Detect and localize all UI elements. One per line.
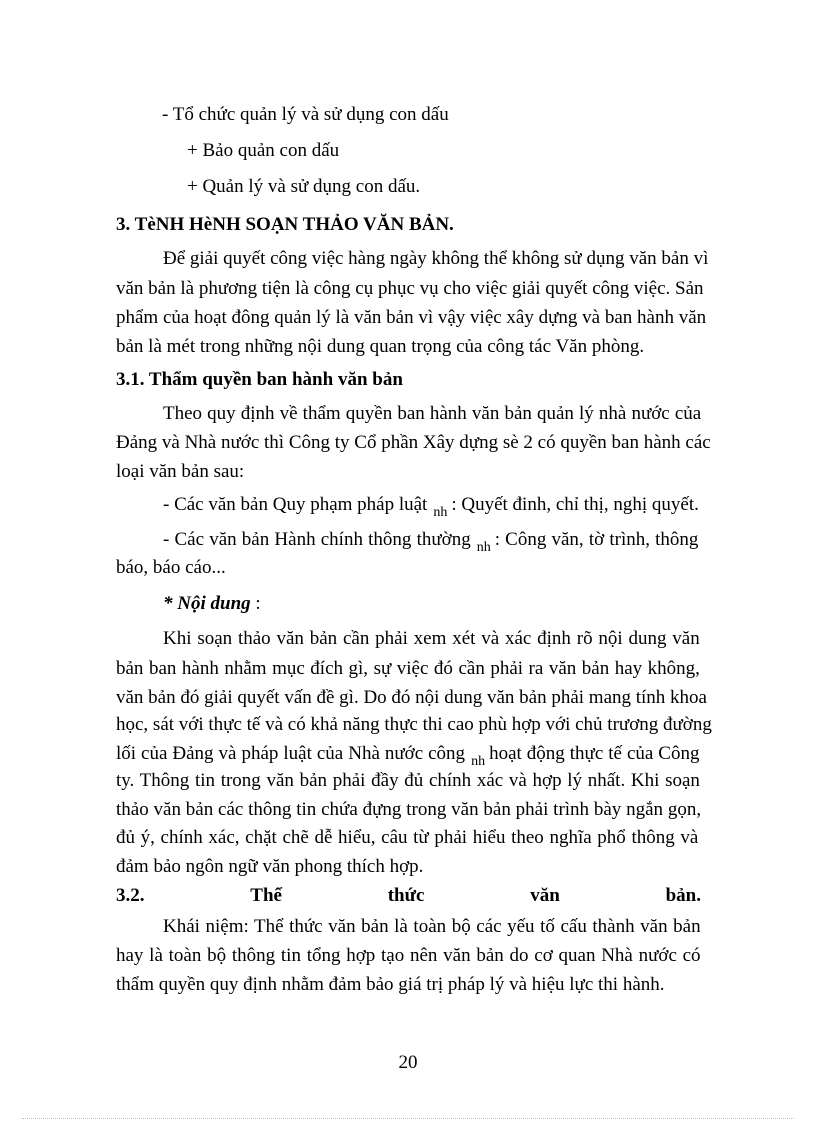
subscript-mark: nh <box>433 505 448 520</box>
footer-dotted-rule <box>22 1118 794 1119</box>
paragraph-line: Để giải quyết công việc hàng ngày không thể không sử dụng văn bản vì <box>163 248 709 269</box>
heading-word: thức <box>387 885 425 906</box>
paragraph-line: đủ ý, chính xác, chặt chẽ dễ hiểu, câu từ phải hiểu theo nghĩa phổ thông và <box>116 827 699 848</box>
noidung-title: * Nội dung <box>163 593 251 614</box>
paragraph-line: Đảng và Nhà nước thì Công ty Cổ phần Xây dựng sè 2 có quyền ban hành các <box>116 432 711 453</box>
paragraph-line: học, sát với thực tế và có khả năng thực thi cao phù hợp với chủ trương đường <box>116 714 712 735</box>
bullet-text: - Các văn bản Quy phạm pháp luật <box>163 494 428 515</box>
section-3-2-heading <box>116 884 701 908</box>
paragraph-line: ty. Thông tin trong văn bản phải đầy đủ chính xác và hợp lý nhất. Khi soạn <box>116 770 700 791</box>
noidung-label <box>163 592 261 616</box>
noidung-colon: : <box>250 593 261 614</box>
paragraph-line <box>116 742 699 768</box>
subscript-mark: nh <box>471 754 486 769</box>
subscript-mark: nh <box>476 540 491 555</box>
paragraph-line: phẩm của hoạt đông quản lý là văn bản vì vậy việc xây dựng và ban hành văn <box>116 307 707 328</box>
paragraph-line: hay là toàn bộ thông tin tổng hợp tạo nên văn bản do cơ quan Nhà nước có <box>116 945 701 966</box>
section-3-1-heading: 3.1. Thẩm quyền ban hành văn bản <box>116 369 403 390</box>
paragraph-line: Khái niệm: Thể thức văn bản là toàn bộ các yếu tố cấu thành văn bản <box>163 916 701 937</box>
page-number: 20 <box>398 1052 418 1073</box>
paragraph-line: Khi soạn thảo văn bản cần phải xem xét và xác định rõ nội dung văn <box>163 628 700 649</box>
bullet-text: : Công văn, tờ trình, thông <box>494 529 699 550</box>
line-text: hoạt động thực tế của Công <box>489 743 700 764</box>
paragraph-line: báo, báo cáo... <box>116 557 226 578</box>
paragraph-line: đảm bảo ngôn ngữ văn phong thích hợp. <box>116 856 424 877</box>
item-seal-preservation: + Bảo quản con dấu <box>187 140 340 161</box>
paragraph-line: văn bản đó giải quyết vấn đề gì. Do đó nội dung văn bản phải mang tính khoa <box>116 687 707 708</box>
item-seal-usage: + Quản lý và sử dụng con dấu. <box>187 176 421 197</box>
paragraph-line: thẩm quyền quy định nhằm đảm bảo giá trị pháp lý và hiệu lực thi hành. <box>116 974 665 995</box>
bullet-admin-documents <box>163 528 698 554</box>
bullet-legal-documents <box>163 493 699 519</box>
paragraph-line: bản là mét trong những nội dung quan trọng của công tác Văn phòng. <box>116 336 645 357</box>
paragraph-line: loại văn bản sau: <box>116 461 245 482</box>
heading-word: 3.2. <box>116 885 145 906</box>
heading-word: Thể <box>250 885 282 906</box>
paragraph-line: thảo văn bản các thông tin chứa đựng trong văn bản phải trình bày ngắn gọn, <box>116 799 702 820</box>
bullet-text: : Quyết đinh, chỉ thị, nghị quyết. <box>451 494 699 515</box>
section-3-heading: 3. TèNH HèNH SOẠN THẢO VĂN BẢN. <box>116 214 454 235</box>
heading-word: bản. <box>665 885 701 906</box>
bullet-text: - Các văn bản Hành chính thông thường <box>163 529 471 550</box>
line-text: lối của Đảng và pháp luật của Nhà nước công <box>116 743 466 764</box>
paragraph-line: văn bản là phương tiện là công cụ phục vụ cho việc giải quyết công việc. Sản <box>116 278 704 299</box>
paragraph-line: Theo quy định về thẩm quyền ban hành văn bản quản lý nhà nước của <box>163 403 702 424</box>
item-seal-management: - Tổ chức quản lý và sử dụng con dấu <box>162 104 449 125</box>
paragraph-line: bản ban hành nhằm mục đích gì, sự việc đó cần phải ra văn bản hay không, <box>116 658 700 679</box>
heading-word: văn <box>530 885 560 906</box>
